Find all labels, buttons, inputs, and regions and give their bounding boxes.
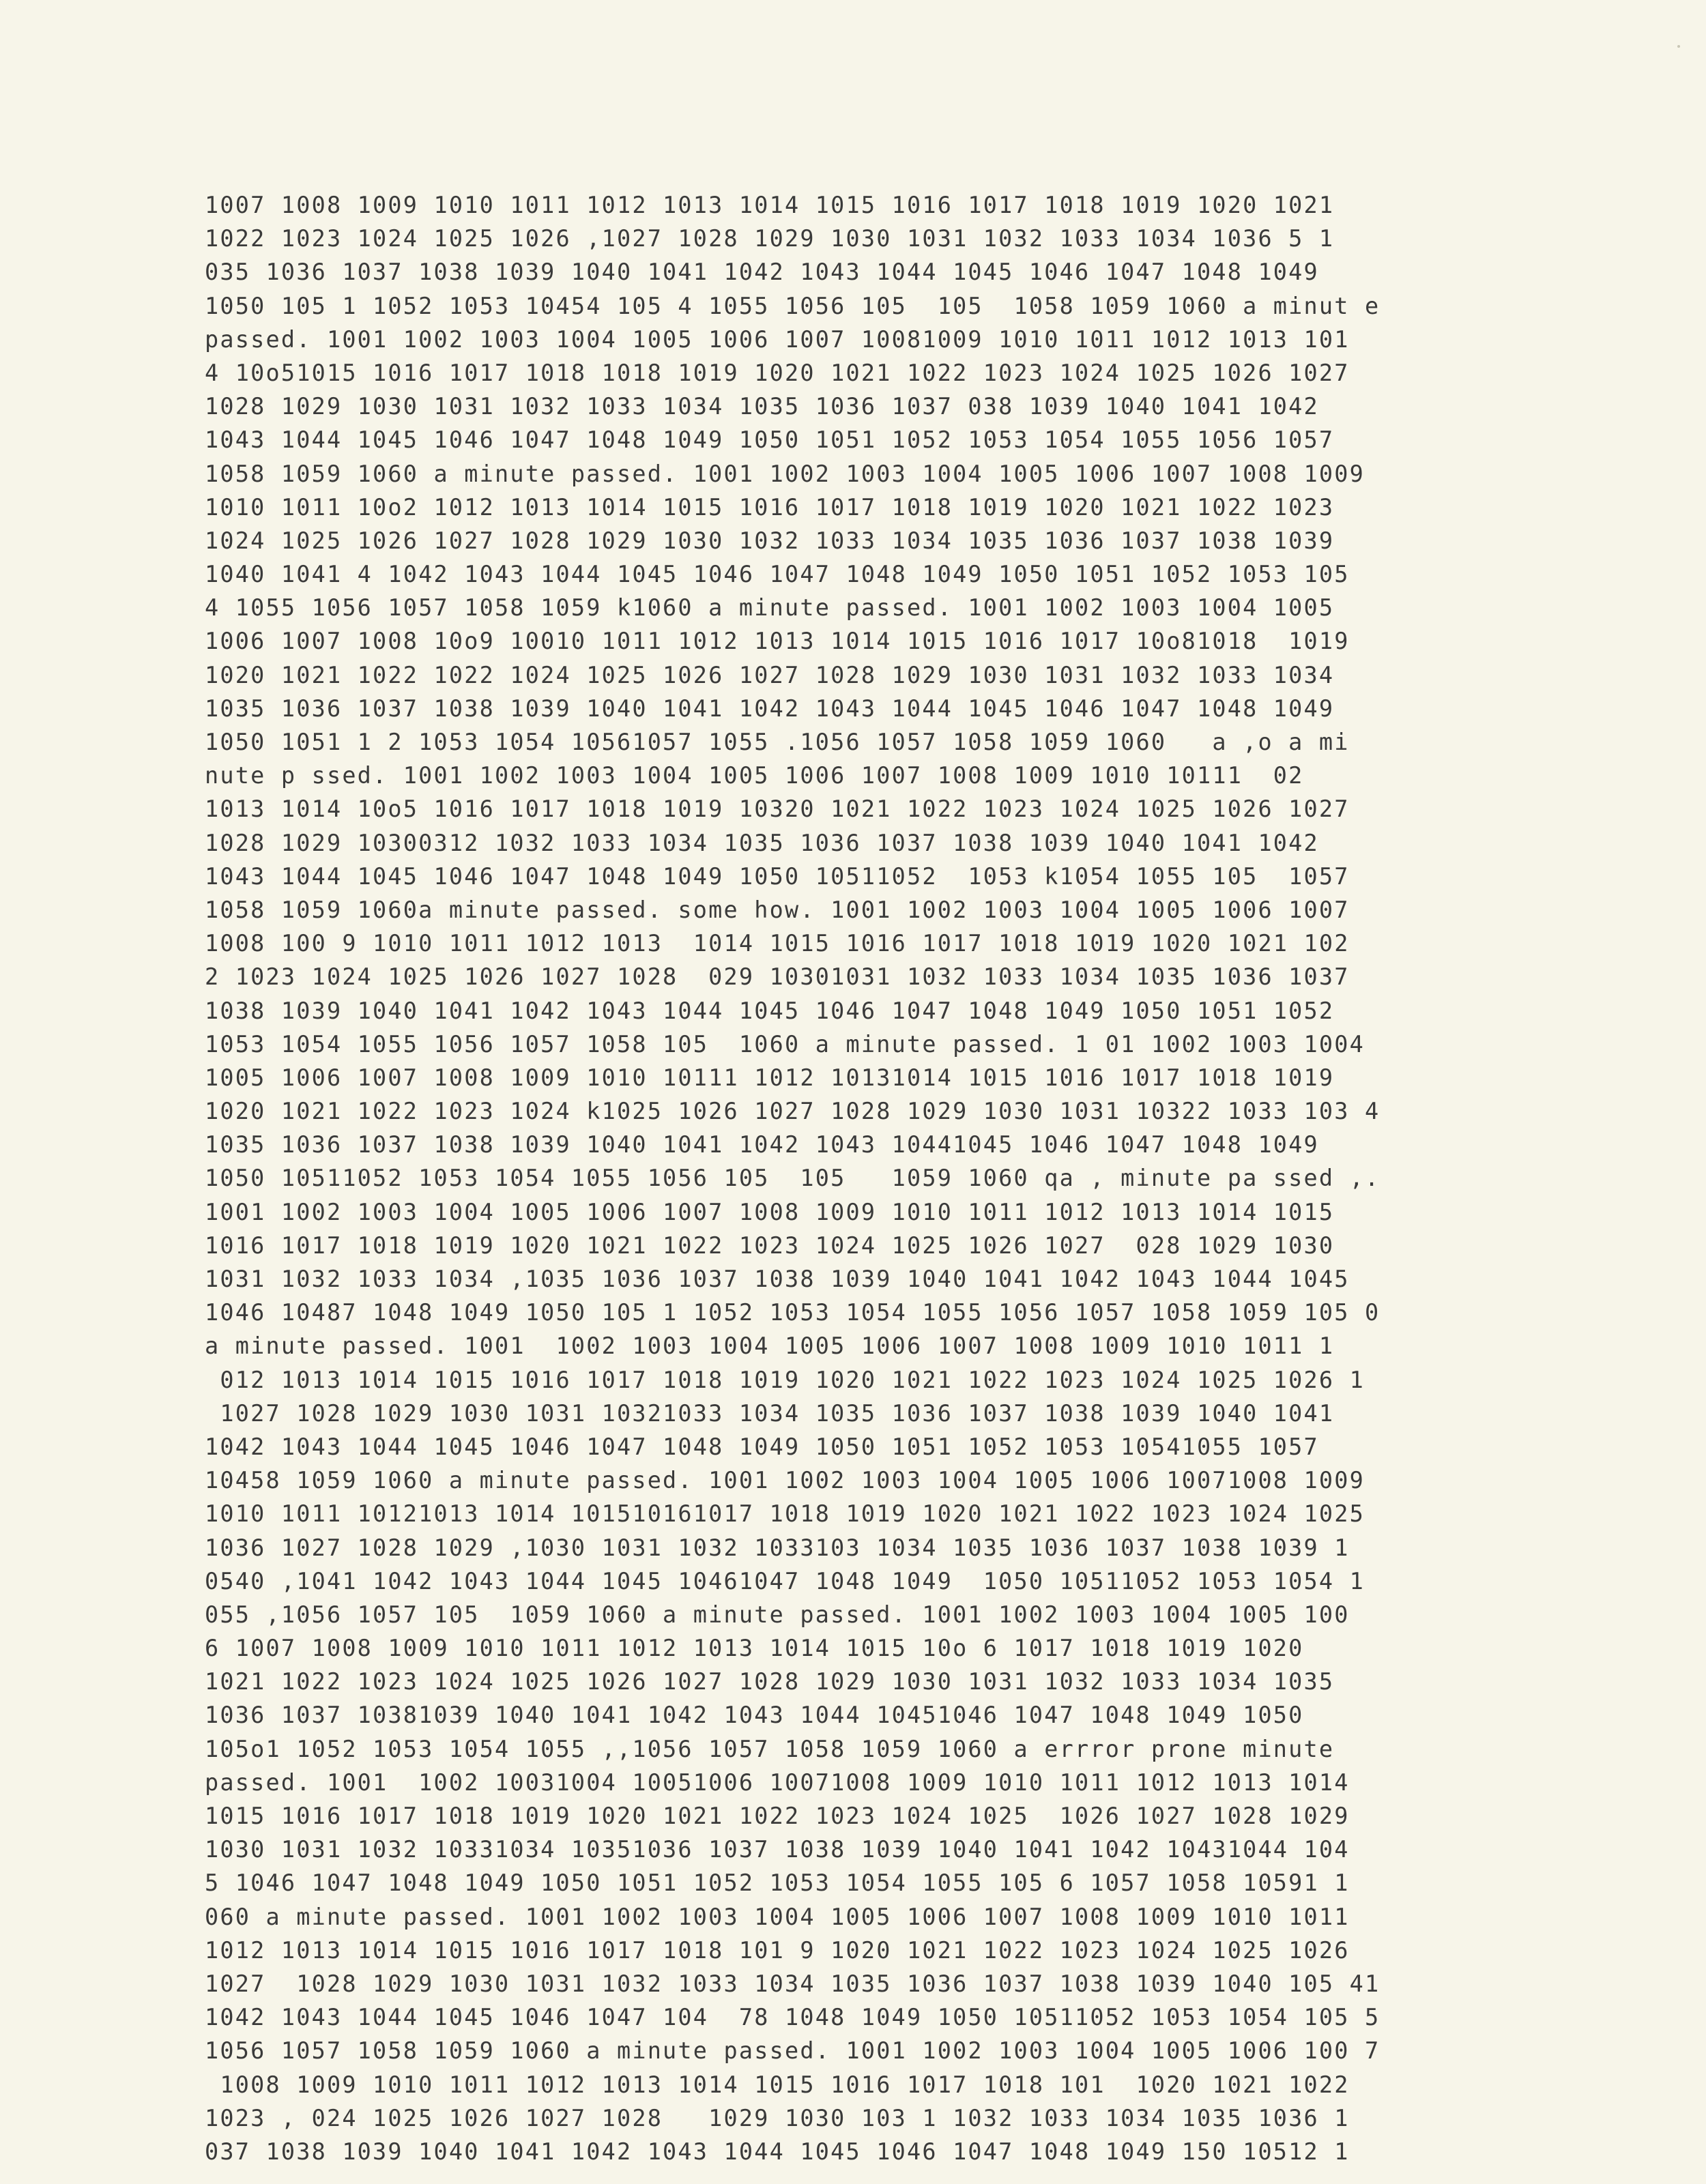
typed-line: 1058 1059 1060a minute passed. some how. 1001 1002 1003 1004 1005 1006 1007 — [205, 896, 1350, 923]
typed-line: 1050 1051 1 2 1053 1054 10561057 1055 .1056 1057 1058 1059 1060 a ,o a mi — [205, 729, 1350, 755]
typed-line: 1013 1014 10o5 1016 1017 1018 1019 10320 1021 1022 1023 1024 1025 1026 1027 — [205, 796, 1350, 823]
typed-line: 1020 1021 1022 1022 1024 1025 1026 1027 1028 1029 1030 1031 1032 1033 1034 — [205, 661, 1335, 688]
typed-line: 2 1023 1024 1025 1026 1027 1028 029 10301031 1032 1033 1034 1035 1036 1037 — [205, 963, 1350, 991]
typed-line: nute p ssed. 1001 1002 1003 1004 1005 1006 1007 1008 1009 1010 10111 02 — [205, 762, 1304, 789]
typed-line: 1008 100 9 1010 1011 1012 1013 1014 1015 1016 1017 1018 1019 1020 1021 102 — [205, 930, 1350, 957]
typed-line: 1022 1023 1024 1025 1026 ,1027 1028 1029 1030 1031 1032 1033 1034 1036 5 1 — [205, 225, 1335, 252]
typed-line: 035 1036 1037 1038 1039 1040 1041 1042 1043 1044 1045 1046 1047 1048 1049 — [205, 259, 1319, 286]
typed-line: 1005 1006 1007 1008 1009 1010 10111 1012 10131014 1015 1016 1017 1018 1019 — [205, 1064, 1335, 1091]
typed-line: 1035 1036 1037 1038 1039 1040 1041 1042 1043 1044 1045 1046 1047 1048 1049 — [205, 695, 1335, 722]
typed-line: 1042 1043 1044 1045 1046 1047 1048 1049 1050 1051 1052 1053 10541055 1057 — [205, 1433, 1319, 1460]
typed-line: 1023 , 024 1025 1026 1027 1028 1029 1030 103 1 1032 1033 1034 1035 1036 1 — [205, 2104, 1350, 2131]
typed-line: 1050 105 1 1052 1053 10454 105 4 1055 1056 105 105 1058 1059 1060 a minut e — [205, 292, 1380, 319]
typed-line: passed. 1001 1002 1003 1004 1005 1006 1007 10081009 1010 1011 1012 1013 101 — [205, 325, 1350, 353]
typed-line: 1031 1032 1033 1034 ,1035 1036 1037 1038 1039 1040 1041 1042 1043 1044 1045 — [205, 1266, 1350, 1292]
typed-line: 037 1038 1039 1040 1041 1042 1043 1044 1045 1046 1047 1048 1049 150 10512 1 — [205, 2138, 1350, 2165]
typed-line: 060 a minute passed. 1001 1002 1003 1004 1005 1006 1007 1008 1009 1010 1011 — [205, 1903, 1350, 1930]
typed-line: 0540 ,1041 1042 1043 1044 1045 10461047 1048 1049 1050 10511052 1053 1054 1 — [205, 1567, 1365, 1595]
typed-line: 1050 10511052 1053 1054 1055 1056 105 105 1059 1060 qa , minute pa ssed ,. — [205, 1165, 1380, 1192]
typed-line: passed. 1001 1002 10031004 10051006 10071008 1009 1010 1011 1012 1013 1014 — [205, 1768, 1350, 1796]
typed-line: 1028 1029 1030 1031 1032 1033 1034 1035 1036 1037 038 1039 1040 1041 1042 — [205, 393, 1319, 420]
typed-line: 1043 1044 1045 1046 1047 1048 1049 1050 10511052 1053 k1054 1055 105 1057 — [205, 862, 1350, 890]
typed-line: 1024 1025 1026 1027 1028 1029 1030 1032 1033 1034 1035 1036 1037 1038 1039 — [205, 527, 1335, 554]
typed-line: 1012 1013 1014 1015 1016 1017 1018 101 9 1020 1021 1022 1023 1024 1025 1026 — [205, 1936, 1350, 1964]
typed-line: 1058 1059 1060 a minute passed. 1001 1002 1003 1004 1005 1006 1007 1008 1009 — [205, 460, 1365, 487]
typed-line: 1007 1008 1009 1010 1011 1012 1013 1014 1015 1016 1017 1018 1019 1020 1021 — [205, 192, 1335, 218]
typed-line: 1027 1028 1029 1030 1031 10321033 1034 1035 1036 1037 1038 1039 1040 1041 — [205, 1399, 1335, 1427]
typed-line: 1046 10487 1048 1049 1050 105 1 1052 1053 1054 1055 1056 1057 1058 1059 105 0 — [205, 1299, 1380, 1326]
typed-line: a minute passed. 1001 1002 1003 1004 1005 1006 1007 1008 1009 1010 1011 1 — [205, 1333, 1335, 1360]
typed-line: 4 1055 1056 1057 1058 1059 k1060 a minute passed. 1001 1002 1003 1004 1005 — [205, 594, 1335, 622]
typed-line: 1028 1029 10300312 1032 1033 1034 1035 1036 1037 1038 1039 1040 1041 1042 — [205, 829, 1319, 856]
typed-line: 1043 1044 1045 1046 1047 1048 1049 1050 1051 1052 1053 1054 1055 1056 1057 — [205, 426, 1335, 454]
typed-line: 1036 1037 10381039 1040 1041 1042 1043 1044 10451046 1047 1048 1049 1050 — [205, 1702, 1304, 1729]
typed-line: 1021 1022 1023 1024 1025 1026 1027 1028 1029 1030 1031 1032 1033 1034 1035 — [205, 1668, 1335, 1695]
typed-line: 1053 1054 1055 1056 1057 1058 105 1060 a minute passed. 1 01 1002 1003 1004 — [205, 1030, 1365, 1058]
typed-line: 1010 1011 10o2 1012 1013 1014 1015 1016 1017 1018 1019 1020 1021 1022 1023 — [205, 493, 1335, 521]
typed-line: 1016 1017 1018 1019 1020 1021 1022 1023 1024 1025 1026 1027 028 1029 1030 — [205, 1232, 1335, 1259]
typed-line: 1010 1011 10121013 1014 101510161017 1018 1019 1020 1021 1022 1023 1024 1025 — [205, 1500, 1365, 1528]
typed-line: 1015 1016 1017 1018 1019 1020 1021 1022 1023 1024 1025 1026 1027 1028 1029 — [205, 1803, 1350, 1829]
typed-line: 1056 1057 1058 1059 1060 a minute passed. 1001 1002 1003 1004 1005 1006 100 7 — [205, 2037, 1380, 2065]
typed-line: 5 1046 1047 1048 1049 1050 1051 1052 1053 1054 1055 105 6 1057 1058 10591 1 — [205, 1869, 1350, 1897]
typed-text-block — [205, 188, 1570, 2168]
typed-line: 1040 1041 4 1042 1043 1044 1045 1046 1047 1048 1049 1050 1051 1052 1053 105 — [205, 561, 1350, 588]
typed-line: 1030 1031 1032 10331034 10351036 1037 1038 1039 1040 1041 1042 10431044 104 — [205, 1836, 1350, 1863]
typed-line: 1001 1002 1003 1004 1005 1006 1007 1008 1009 1010 1011 1012 1013 1014 1015 — [205, 1198, 1335, 1225]
typed-line: 1035 1036 1037 1038 1039 1040 1041 1042 1043 10441045 1046 1047 1048 1049 — [205, 1131, 1319, 1159]
typed-line: 1006 1007 1008 10o9 10010 1011 1012 1013 1014 1015 1016 1017 10o81018 1019 — [205, 628, 1350, 655]
typed-line: 055 ,1056 1057 105 1059 1060 a minute passed. 1001 1002 1003 1004 1005 100 — [205, 1601, 1350, 1628]
typed-line: 4 10o51015 1016 1017 1018 1018 1019 1020 1021 1022 1023 1024 1025 1026 1027 — [205, 359, 1350, 386]
typed-line: 1036 1027 1028 1029 ,1030 1031 1032 1033103 1034 1035 1036 1037 1038 1039 1 — [205, 1534, 1350, 1561]
typed-line: 1020 1021 1022 1023 1024 k1025 1026 1027 1028 1029 1030 1031 10322 1033 103 4 — [205, 1098, 1380, 1125]
typed-line: 10458 1059 1060 a minute passed. 1001 1002 1003 1004 1005 1006 10071008 1009 — [205, 1467, 1365, 1494]
typed-line: 105o1 1052 1053 1054 1055 ,,1056 1057 1058 1059 1060 a errror prone minute — [205, 1735, 1335, 1762]
typed-line: 1042 1043 1044 1045 1046 1047 104 78 1048 1049 1050 10511052 1053 1054 105 5 — [205, 2004, 1380, 2031]
typed-line: 1038 1039 1040 1041 1042 1043 1044 1045 1046 1047 1048 1049 1050 1051 1052 — [205, 997, 1335, 1024]
typed-line: 1008 1009 1010 1011 1012 1013 1014 1015 1016 1017 1018 101 1020 1021 1022 — [205, 2071, 1350, 2098]
typed-line: 6 1007 1008 1009 1010 1011 1012 1013 1014 1015 10o 6 1017 1018 1019 1020 — [205, 1635, 1304, 1662]
paper-speck — [1677, 45, 1680, 48]
typed-line: 1027 1028 1029 1030 1031 1032 1033 1034 1035 1036 1037 1038 1039 1040 105 41 — [205, 1970, 1380, 1997]
typed-line: 012 1013 1014 1015 1016 1017 1018 1019 1020 1021 1022 1023 1024 1025 1026 1 — [205, 1366, 1365, 1393]
